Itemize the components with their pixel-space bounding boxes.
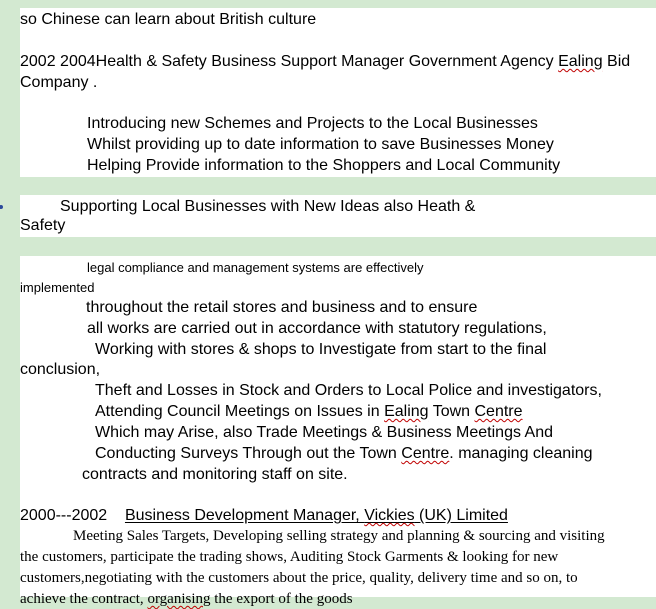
shading-band — [0, 177, 656, 195]
text-line: so Chinese can learn about British culture — [20, 11, 317, 28]
text-line: all works are carried out in accordance with statutory regulations, — [87, 320, 547, 337]
left-margin-shading — [0, 0, 20, 609]
text-line: conclusion, — [20, 361, 101, 378]
text-line: Supporting Local Businesses with New Ideas also Heath & — [60, 198, 476, 215]
text-line: Meeting Sales Targets, Developing selling strategy and planning & sourcing and visiting — [73, 528, 605, 544]
text-line: Attending Council Meetings on Issues in Ealing Town Centre — [95, 403, 523, 420]
text-line: Helping Provide information to the Shoppers and Local Community — [87, 157, 561, 174]
shading-band — [0, 0, 656, 8]
text-line: achieve the contract, organising the export of the goods — [20, 591, 353, 607]
text-line: legal compliance and management systems are effectively — [87, 260, 424, 275]
spelling-flag: Vickies — [364, 507, 415, 524]
text-line: Working with stores & shops to Investigate from start to the final — [95, 341, 547, 358]
text-line: the customers, participate the trading shows, Auditing Stock Garments & looking for new — [20, 549, 559, 565]
section-heading: 2000---2002 Business Development Manager, Vickies (UK) Limited — [20, 507, 508, 524]
text-line: Whilst providing up to date information to save Businesses Money — [87, 136, 554, 153]
spelling-flag: organising — [147, 591, 211, 607]
spelling-flag: Ealing — [384, 403, 429, 420]
spelling-flag: Ealing — [558, 53, 603, 70]
spelling-flag: Centre — [474, 403, 523, 420]
text-line: implemented — [20, 280, 95, 295]
text-line: Introducing new Schemes and Projects to the Local Businesses — [87, 115, 538, 132]
text-line: throughout the retail stores and business and to ensure — [86, 299, 478, 316]
text-line: contracts and monitoring staff on site. — [82, 466, 348, 483]
spelling-flag: Centre — [401, 445, 450, 462]
job-title: Business Development Manager, Vickies (UK) Limited — [124, 507, 508, 524]
text-line: Safety — [20, 217, 66, 234]
text-line: customers,negotiating with the customers about the price, quality, delivery time and so on, to — [20, 570, 578, 586]
text-line: Theft and Losses in Stock and Orders to Local Police and investigators, — [95, 382, 602, 399]
text-line: Which may Arise, also Trade Meetings & Business Meetings And — [95, 424, 553, 441]
text-line: 2002 2004Health & Safety Business Support Manager Government Agency Ealing Bid — [20, 53, 631, 70]
text-line: Conducting Surveys Through out the Town Centre. managing cleaning — [95, 445, 593, 462]
shading-band — [0, 237, 656, 256]
text-line: Company . — [20, 74, 98, 91]
